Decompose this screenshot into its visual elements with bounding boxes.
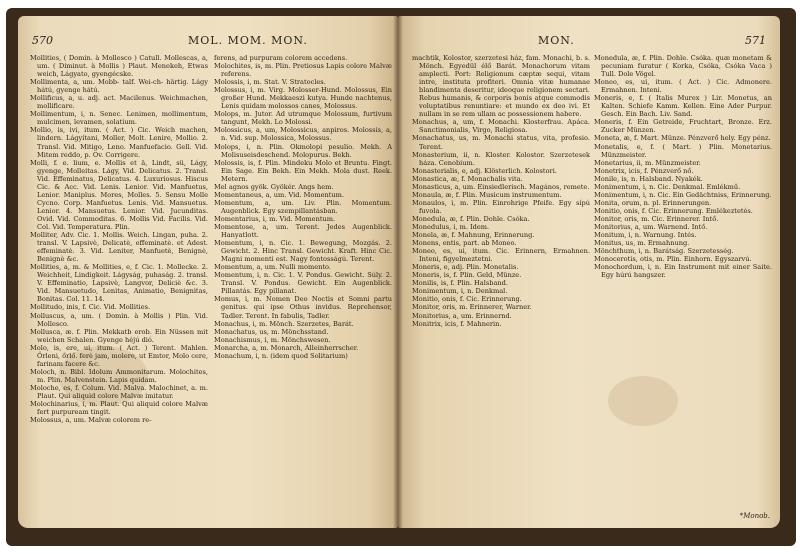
dictionary-entry: Monimentum, i, n. Cic. Ein Gedächtniss, Erinnerung. <box>594 190 772 199</box>
dictionary-entry: Monita, orum, n. pl. Erinnerungen. <box>594 198 712 207</box>
dictionary-entry: Mel agnos gyök. Gyökér. Angs hem. <box>214 182 334 191</box>
dictionary-entry: Monachismus, i, m. Mönchswesen. <box>214 335 331 344</box>
dictionary-entry: Monastica, æ, f. Monachalis vita. <box>412 174 523 183</box>
dictionary-entry: Monasterium, ii, n. Kloster. Kolostor. Szerzetesek háza. Cenobium. <box>412 150 590 167</box>
dictionary-entry: Mollificus, a, u. adj. act. Macilenus. Weichmachen, mollificare. <box>30 94 208 111</box>
dictionary-entry: Molops, i, n. Plin. Okmolopi pesulio. Mekh. A Molisuseisdeschend. Molopurus. Bekh. <box>214 142 392 159</box>
dictionary-entry: Molossis, is, f. Plin. Mindeku Molo et Bruntu. Fingt. Ein Sage. Ein Bekh. Ein Mekh. Mola dust. Reek. Metern. <box>214 158 392 183</box>
dictionary-entry: Molossus, i, m. Virg. Molosser-Hund. Molossus, Ein großer Hund. Mekkaeszi kutya. Hunde nachtenus, Lenis quidam molossos canes, Molossus. <box>214 86 392 111</box>
dictionary-entry: Mollio, is, ivi, itum. ( Act. ) Cic. Weich machen, lindern. Lágyítani, Moller, Molt. Lenire, Mollio. 2. Transl. Vid. Mitigo, Leno. Manfuefacio. Gell. Vid. Mitem reddo, p. Ov. Corrigere. <box>30 126 208 159</box>
dictionary-entry: Moneris, e, adj. Plin. Monetalis. <box>412 263 519 272</box>
dictionary-entry: Molli, f. e. lium, e. Mollis et ä, Lindt, sü, Lágy, gyenge, Molleitas. Lágy, Vid. Delicatus. 2. Transl. Vid. Effeminatus, Delicatus. 4. Luxuriosus. Hiscus Cic. & Acc. Vid. Lenis. Lenior. Vid. Manfuetus, Lenior. Maniplus. Mores, Molles. 5. Sensu Molle Cycno. Corp. Manfuetus. Lenis. Vid. Mansuetus. Lenior. 4. Mansuetus. Lenior. Vid. Jucunditas. Ovid. Vid. Commoditas. 6. Mollis Vid. Facilis. Vid. Col. Vid. Temperatura. Plin. <box>30 158 208 231</box>
dictionary-entry: Monitorius, a, um. Erinnernd. <box>412 311 512 320</box>
dictionary-entry: Monasterialis, e, adj. Klösterlich. Kolostori. <box>412 166 557 175</box>
dictionary-entry: Monilis, is, f. Plin. Halsband. <box>412 279 508 288</box>
page-stain <box>608 376 678 426</box>
dictionary-entry: Monitio, onis, f. Cic. Erinnerung. Emlékeztetés. <box>594 206 753 215</box>
dictionary-entry: Monachatus, us, m. Mönchsstand. <box>214 327 329 336</box>
dictionary-entry: Molochinarius, i, m. Plaut. Qui aliquid colore Malvæ fert purpuream tingit. <box>30 400 208 417</box>
dictionary-entry: Monens, entis, part. ab Moneo. <box>412 239 517 248</box>
dictionary-entry: Molossis, i, m. Stat. V. Stratocles. <box>214 78 326 87</box>
dictionary-entry: Monasticus, a, um. Einsiedlerisch. Magános, remete. <box>412 182 590 191</box>
dictionary-entry: Molluscus, a, um. ( Domin. à Mollis ) Plin. Vid. Mollesco. <box>30 311 208 328</box>
dictionary-entry: Mollimentum, i, n. Senec. Lenimen, mollimentum, mulcimen, levamen, solatium. <box>30 110 208 127</box>
dictionary-entry: Momentose, a, um. Terent. Jedes Augenblick. Hanyatlott. <box>214 222 392 240</box>
dictionary-entry: Monitorius, a, um. Warnend. Intő. <box>594 222 708 231</box>
dictionary-entry: Monarcha, a, m. Monarch, Alleinherrscher. <box>214 343 359 352</box>
dictionary-entry: Monachatus, us, m. Monachi status, vita, profesio. Terent. <box>412 134 590 151</box>
dictionary-entry: Monachus, i, m. Mönch. Szerzetes, Barát. <box>214 319 354 328</box>
dictionary-entry: Molliter, Adv. Cic. 1. Mollis. Weich. Lingan, puha. 2. transl. V. Lapsivè, Delicatè, effeminatè. et Adest. effeminatè. 3. Vid. Leniter, Manfuetè, Benignè, Benignè &c. <box>30 231 208 264</box>
dictionary-entry: Momentum, i, n. Cic. 1. V. Pondus. Gewicht. Súly. 2. Transl. V. Pondus. Gewicht. Ein Augenblick. Pillantás. Egy pillanat. <box>214 271 392 296</box>
dictionary-entry: Monocerotis, otis, m. Plin. Einhorn. Egyszarvú. <box>594 255 752 264</box>
dictionary-entry: Molochites, is, m. Plin. Pretiosus Lapis colore Malvæ referens. <box>214 62 392 79</box>
right-page <box>398 16 780 528</box>
right-column-2 <box>594 54 772 279</box>
dictionary-entry: Mollities, a, m. & Mollities, e, f. Cic. 1. Mollecke. 2. Weichheit, Lindigkeit. Lágyság, puhaság. 2. transl. V. Effeminatio, Lapsivè, Langvor, Deliciè &c. 3. Vid. Mansuetudo, Lenitas, Animatio, Benignitas, Bonitas. Col. 11. 14. <box>30 263 208 304</box>
page-number: 571 <box>745 34 766 47</box>
dictionary-entry: Monachus, a, um, f. Monachi. Klosterfrau. Apáca. Sanctimonialis, Virgo, Religiosa. <box>412 118 590 135</box>
dictionary-entry: Momus, i, m. Nomen Deo Noctis et Somni partu genitus. qui ipse Othus invidus. Reprehensor, Tadler. Terent. In fabulis, Tadler. <box>214 295 392 320</box>
dictionary-entry: ferens, ad purpuram colorem accedens. <box>214 54 348 62</box>
dictionary-entry: Mollusca, æ. f. Plin. Mekkatb erob. Ein Nüssen mit weichen Schalen. Gyenge héjú dió. <box>30 327 208 344</box>
dictionary-entry: machtik, Kolostor, szerzetesi ház, fam. Monachi, b. s. Mönch. Egyedül élő Barát. Monachorum vitam amplecti. Port: Religionum cæptæ sequi, vitam intre, instituta profiteri. Omnia vitæ humanae blandimenta deseritur, ideoque religionem sectari. Rebus humanis, & corporis bonis atque commodis voluptatibus renuntiare: et mundo ex deo ivi. Et nullam in se rem ullam ac possessionem habere. <box>412 54 590 119</box>
dictionary-entry: Mollimenta, a, um. Mobb- talf. Wei-ch- härtig. Lágy hátú, gyenge hátú. <box>30 78 208 95</box>
dictionary-entry: Monetarius, ii, m. Münzmeister. <box>594 158 701 167</box>
dictionary-entry: Molo, is, ere, ui, itum. ( Act. ) Terent. Mahlen. Őrleni, őrlő. ferè jam, molere, ut Emtor, Molo cere, farinam facere &c. <box>30 343 208 368</box>
dictionary-entry: Mollitudo, inis, f. Cic. Vid. Mollities. <box>30 303 151 312</box>
dictionary-entry: Monitor, oris, m. Erinnerer, Warner. <box>412 303 532 312</box>
right-column-1 <box>412 54 590 328</box>
dictionary-entry: Moneris, e, f. ( Italis Murex ) Lir. Monetus, an Kalten. Schiefe Kamm. Kellen. Eine Ader Purpur. Gesch. Ein Bach. Liv. Sand. <box>594 94 772 119</box>
dictionary-entry: Monitrix, icis, f. Mahnerin. <box>412 319 502 328</box>
dictionary-entry: Molops, m. Jutor. Ad utrumque Molossum, furtivum tangunt, Mekh. Lo Molossi. <box>214 110 392 127</box>
dictionary-entry: Monetrix, icis, f. Pénzverő nő. <box>594 166 694 175</box>
dictionary-entry: Mönchthum, i, n. Barátság. Szerzetesség. <box>594 247 734 256</box>
left-column-1 <box>30 54 208 424</box>
dictionary-entry: Moneo, es, ui, itum. ( Act. ) Cic. Admonere. Ermahnen. Inteni. <box>594 78 772 95</box>
dictionary-entry: Mollities, ( Domin. à Mollesco ) Catull. Mollescas, a, um. ( Diminut. à Mollis ) Plaut. Menekeh, Etwas weich, Lágyato, gyengécske. <box>30 54 208 79</box>
dictionary-entry: Monaulos, i, m. Plin. Einrohrige Pfeife. Egy sípú fuvola. <box>412 198 590 215</box>
dictionary-entry: Moneris, is, f. Plin. Geld, Münze. <box>412 271 522 280</box>
dictionary-entry: Monedula, æ, f. Plin. Dohle. Csóka. quæ monetam & pecuniam furatur ( Korka, Csóka, Csóka Vaca ) Tull. Dole Vögel. <box>594 54 772 79</box>
dictionary-entry: Monochordum, i, n. Ein Instrument mit einer Saite. Egy húrú hangszer. <box>594 263 772 280</box>
book-gutter <box>393 16 403 528</box>
dictionary-entry: Monedula, æ, f. Plin. Dohle. Csóka. <box>412 214 530 223</box>
page-number: 570 <box>32 34 53 47</box>
dictionary-entry: Momentaneus, a, um. Vid. Momentum. <box>214 190 345 199</box>
dictionary-entry: Molossus, a, um. Malvæ colorem re- <box>30 416 152 425</box>
dictionary-entry: Monitor, oris, m. Cic. Erinnerer. Intő. <box>594 214 719 223</box>
catchword: *Monob. <box>739 512 770 520</box>
dictionary-entry: Momentarius, i, m. Vid. Momentum. <box>214 214 336 223</box>
dictionary-entry: Monetalis, e, f. ( Mart. ) Plin. Monetarius. Münzmeister. <box>594 142 772 159</box>
dictionary-entry: Momentum, i, n. Cic. 1. Bewegung, Mozgás. 2. Gewicht. 2. Hinc Transl. Gewicht. Kraft. Hinc Cic. Magni momenti est. Nagy fontosságú. Terent. <box>214 239 392 264</box>
dictionary-entry: Monedulus, i, m. Idem. <box>412 222 490 231</box>
dictionary-entry: Monimentum, i, n. Cic. Denkmal. Emlékmű. <box>594 182 741 191</box>
dictionary-entry: Moneta, æ, f. Mart. Münze. Pénzverő hely. Egy pénz. <box>594 134 771 143</box>
running-head: MOL. MOM. MON. <box>188 34 308 47</box>
dictionary-entry: Monela, æ, f. Mahnung, Erinnerung. <box>412 231 535 240</box>
running-head: MON. <box>538 34 575 47</box>
dictionary-entry: Monitum, i, n. Warnung. Intés. <box>594 231 697 240</box>
dictionary-entry: Moloch, n. Bibl. Idolum Ammonitarum. Molochites, m. Plin. Malvenstein. Lapis quidam. <box>30 367 208 384</box>
dictionary-entry: Moloche, es, f. Colum. Vid. Malva. Malochinet, a. m. Plaut. Qui aliquid colore Malvæ imitatur. <box>30 383 208 400</box>
dictionary-entry: Monaula, æ, f. Plin. Musicum instrumentum. <box>412 190 562 199</box>
dictionary-entry: Moneris, f. Ein Getreide, Fruchtart, Bronze. Erz. Zucker Münzen. <box>594 118 772 135</box>
dictionary-entry: Monitus, us, m. Ermahnung. <box>594 239 690 248</box>
dictionary-entry: Monile, is, n. Halsband. Nyakék. <box>594 174 703 183</box>
left-page <box>18 16 398 528</box>
dictionary-entry: Monimentum, i, n. Denkmal. <box>412 287 508 296</box>
dictionary-entry: Molossicus, a, um, Molossicus, anpiros. Molossis, a, n. Vid. sup. Molossica, Molossus. <box>214 126 392 143</box>
dictionary-entry: Monitio, onis, f. Cic. Erinnerung. <box>412 295 522 304</box>
left-column-2 <box>214 54 392 360</box>
dictionary-entry: Monachum, i, n. (idem quod Solitarium) <box>214 351 348 360</box>
dictionary-entry: Momentum, a, um. Nulli momento. <box>214 263 331 272</box>
dictionary-entry: Momentum, a, um. Liv. Plin. Momentum. Augenblick. Egy szempillantásban. <box>214 198 392 215</box>
dictionary-entry: Moneo, es, ui, itum. Cic. Erinnern, Ermahnen. Inteni, figyelmeztetni. <box>412 247 590 264</box>
